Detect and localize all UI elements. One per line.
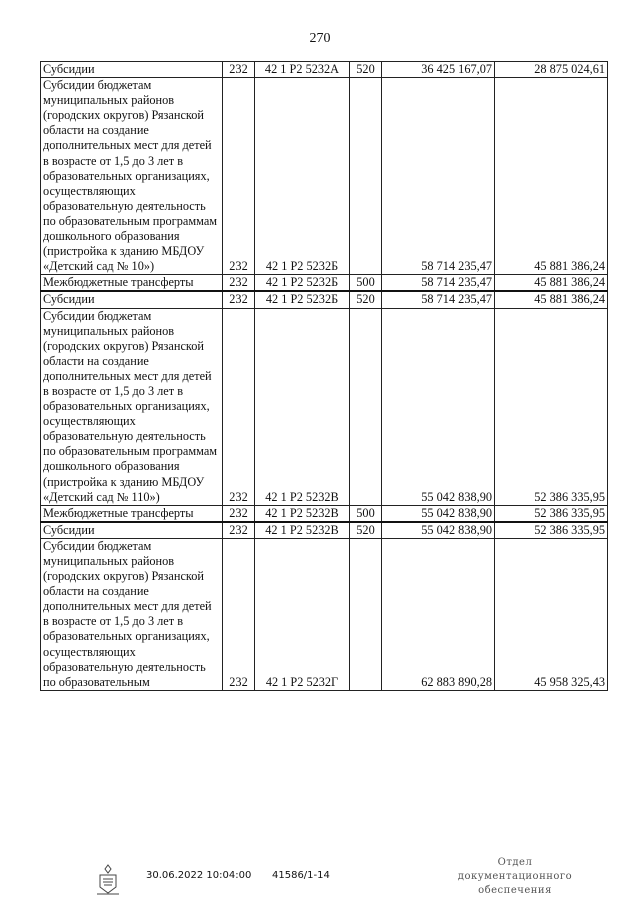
row-target-article: 42 1 P2 5232Г bbox=[255, 538, 350, 690]
row-expense-type bbox=[350, 78, 382, 275]
row-expense-type bbox=[350, 538, 382, 690]
row-target-article: 42 1 P2 5232В bbox=[255, 522, 350, 539]
row-amount-2: 52 386 335,95 bbox=[495, 522, 608, 539]
row-target-article: 42 1 P2 5232Б bbox=[255, 291, 350, 308]
coat-of-arms-logo bbox=[94, 863, 122, 895]
table-row bbox=[41, 62, 608, 78]
stamp-line-1: Отдел документационного bbox=[457, 857, 573, 882]
row-amount-2: 28 875 024,61 bbox=[495, 62, 608, 78]
row-expense-type bbox=[350, 308, 382, 505]
table-row bbox=[41, 291, 608, 308]
row-code: 232 bbox=[223, 275, 255, 292]
row-amount-1: 55 042 838,90 bbox=[382, 505, 495, 522]
row-amount-1: 62 883 890,28 bbox=[382, 538, 495, 690]
row-amount-1: 58 714 235,47 bbox=[382, 291, 495, 308]
row-code: 232 bbox=[223, 78, 255, 275]
row-expense-type: 520 bbox=[350, 62, 382, 78]
row-amount-1: 36 425 167,07 bbox=[382, 62, 495, 78]
row-description: Субсидии бюджетам муниципальных районов (городских округов) Рязанской области на создание дополнительных мест для детей в возрасте от 1,5 до 3 лет в образовательных организациях, осуществляющих образовательную деятельность по образовательным программам дошкольного образования (пристройка к зданию МБДОУ «Детский сад № 110») bbox=[41, 308, 223, 505]
row-amount-2: 45 958 325,43 bbox=[495, 538, 608, 690]
row-description: Субсидии бюджетам муниципальных районов (городских округов) Рязанской области на создание дополнительных мест для детей в возрасте от 1,5 до 3 лет в образовательных организациях, осуществляющих образовательную деятельность по образовательным программам дошкольного образования (пристройка к зданию МБДОУ «Детский сад № 10») bbox=[41, 78, 223, 275]
row-code: 232 bbox=[223, 308, 255, 505]
row-target-article: 42 1 P2 5232Б bbox=[255, 78, 350, 275]
page-footer bbox=[0, 857, 640, 903]
budget-table bbox=[40, 61, 608, 691]
row-amount-2: 52 386 335,95 bbox=[495, 308, 608, 505]
row-description: Межбюджетные трансферты bbox=[41, 505, 223, 522]
row-amount-2: 45 881 386,24 bbox=[495, 291, 608, 308]
row-code: 232 bbox=[223, 62, 255, 78]
table-row bbox=[41, 308, 608, 505]
row-code: 232 bbox=[223, 291, 255, 308]
table-row bbox=[41, 522, 608, 539]
row-description: Межбюджетные трансферты bbox=[41, 275, 223, 292]
footer-date: 30.06.2022 10:04:00 bbox=[146, 870, 252, 881]
row-target-article: 42 1 P2 5232В bbox=[255, 308, 350, 505]
row-target-article: 42 1 P2 5232В bbox=[255, 505, 350, 522]
stamp-line-2: обеспечения bbox=[478, 885, 552, 896]
row-amount-2: 45 881 386,24 bbox=[495, 275, 608, 292]
row-description: Субсидии bbox=[41, 62, 223, 78]
row-amount-1: 58 714 235,47 bbox=[382, 275, 495, 292]
department-stamp bbox=[440, 856, 590, 898]
table-row bbox=[41, 538, 608, 690]
row-target-article: 42 1 P2 5232Б bbox=[255, 275, 350, 292]
table-row bbox=[41, 78, 608, 275]
row-target-article: 42 1 P2 5232A bbox=[255, 62, 350, 78]
row-code: 232 bbox=[223, 522, 255, 539]
row-code: 232 bbox=[223, 505, 255, 522]
row-code: 232 bbox=[223, 538, 255, 690]
footer-doc-number: 41586/1-14 bbox=[272, 870, 330, 881]
row-expense-type: 520 bbox=[350, 522, 382, 539]
table-row bbox=[41, 505, 608, 522]
row-expense-type: 500 bbox=[350, 505, 382, 522]
row-amount-2: 52 386 335,95 bbox=[495, 505, 608, 522]
table-row bbox=[41, 275, 608, 292]
row-expense-type: 500 bbox=[350, 275, 382, 292]
row-amount-2: 45 881 386,24 bbox=[495, 78, 608, 275]
row-description: Субсидии bbox=[41, 522, 223, 539]
page-number: 270 bbox=[309, 31, 331, 46]
row-amount-1: 55 042 838,90 bbox=[382, 308, 495, 505]
row-description: Субсидии бюджетам муниципальных районов (городских округов) Рязанской области на создание дополнительных мест для детей в возрасте от 1,5 до 3 лет в образовательных организациях, осуществляющих образовательную деятельность по образовательным bbox=[41, 538, 223, 690]
row-amount-1: 55 042 838,90 bbox=[382, 522, 495, 539]
row-expense-type: 520 bbox=[350, 291, 382, 308]
row-description: Субсидии bbox=[41, 291, 223, 308]
row-amount-1: 58 714 235,47 bbox=[382, 78, 495, 275]
